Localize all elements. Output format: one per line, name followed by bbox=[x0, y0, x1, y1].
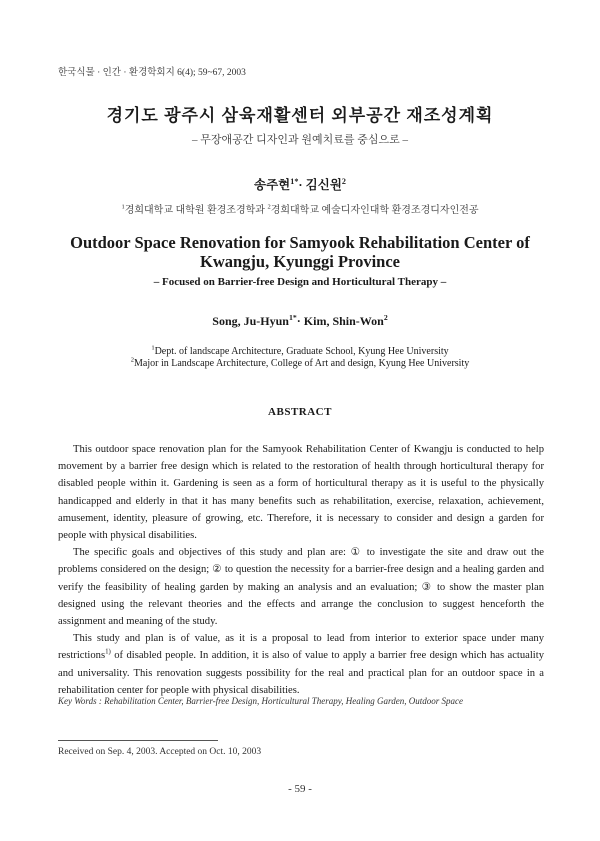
english-affil-line-2 bbox=[0, 358, 600, 370]
page-number: - 59 - bbox=[288, 783, 312, 795]
english-affil-1: Dept. of landscape Architecture, Graduate School, Kyung Hee University bbox=[154, 346, 449, 357]
korean-affil-1-sup: 1 bbox=[121, 203, 125, 211]
korean-author-1: 송주현 bbox=[254, 178, 291, 192]
english-affil-2: Major in Landscape Architecture, College of Art and design, Kyung Hee University bbox=[134, 358, 470, 369]
abstract-body bbox=[58, 441, 544, 699]
korean-affil-2: 경희대학교 예술디자인대학 환경조경디자인전공 bbox=[270, 205, 479, 216]
korean-title: 경기도 광주시 삼육재활센터 외부공간 재조성계획 bbox=[106, 106, 494, 125]
english-author-1-sup: 1* bbox=[288, 313, 297, 322]
abstract-heading: ABSTRACT bbox=[268, 406, 332, 418]
english-affil-1-sup: 1 bbox=[151, 344, 155, 352]
abstract-p3-text-a: This study and plan is of value, as it is a proposal to lead from interior to exterior space under many restrictions bbox=[58, 633, 544, 662]
korean-author-separator: · bbox=[298, 178, 306, 192]
english-affil-2-sup: 2 bbox=[130, 356, 135, 364]
english-author-2: Kim, Shin-Won bbox=[303, 314, 384, 328]
english-title: Outdoor Space Renovation for Samyook Rehabilitation Center of Kwangju, Kyunggi Province bbox=[70, 233, 530, 271]
korean-subtitle: – 무장애공간 디자인과 원예치료를 중심으로 – bbox=[191, 134, 409, 146]
korean-author-2: 김신원 bbox=[305, 178, 342, 192]
korean-authors bbox=[0, 175, 600, 193]
korean-affil-2-sup: 2 bbox=[267, 203, 271, 211]
received-date: Received on Sep. 4, 2003. Accepted on Oct. 10, 2003 bbox=[58, 747, 262, 757]
english-author-1: Song, Ju-Hyun bbox=[212, 314, 289, 328]
abstract-paragraph-1: This outdoor space renovation plan for the Samyook Rehabilitation Center of Kwangju is conducted to help movement by a barrier free design which is related to the restoration of health through horticultural therapy for disabled people within it. Gardening is seen as a form of horticultural therapy as it is useful to the physically handicapped and elderly in that it has many benefits such as rehabilitation, exercise, relaxation, achievement, amusement, identity, pleasure of growing, etc. Therefore, it is necessary to consider and design a garden for people with physical disabilities. bbox=[58, 444, 544, 542]
english-author-separator: · bbox=[296, 314, 304, 328]
journal-header: 한국식물 · 인간 · 환경학회지 6(4); 59~67, 2003 bbox=[58, 68, 246, 78]
english-affiliations bbox=[0, 346, 600, 370]
abstract-paragraph-2: The specific goals and objectives of this study and plan are: ① to investigate the site and draw out the problems considered on the design; ② to question the necessity for a barrier-free design and a healing garden and verify the feasibility of healing garden by making an analysis and an evaluation; ③ to show the master plan designed using the relevant theories and the effects and arrange the conclusion to suggest henceforth the assignment and meaning of the study. bbox=[58, 547, 544, 628]
english-subtitle: – Focused on Barrier-free Design and Horticultural Therapy – bbox=[153, 276, 447, 288]
abstract-paragraph-3 bbox=[58, 630, 544, 699]
english-authors bbox=[0, 314, 600, 329]
key-words: Key Words : Rehabilitation Center, Barrier-free Design, Horticultural Therapy, Healing Garden, Outdoor Space bbox=[58, 696, 463, 706]
korean-affiliations bbox=[0, 201, 600, 216]
footnote-ref-1: 1) bbox=[105, 648, 111, 656]
english-affil-line-1 bbox=[0, 346, 600, 358]
abstract-p3-text-b: of disabled people. In addition, it is also of value to apply a barrier free design which has actuality and universality. This renovation suggests possibility for the real and practical plan for an outdoor space in a rehabilitation center for people with physical disabilities. bbox=[58, 650, 544, 696]
footnote-divider bbox=[58, 740, 218, 741]
korean-author-2-sup: 2 bbox=[341, 176, 346, 186]
korean-author-1-sup: 1* bbox=[290, 176, 299, 186]
korean-affil-1: 경희대학교 대학원 환경조경학과 bbox=[124, 205, 268, 216]
english-author-2-sup: 2 bbox=[383, 313, 388, 322]
